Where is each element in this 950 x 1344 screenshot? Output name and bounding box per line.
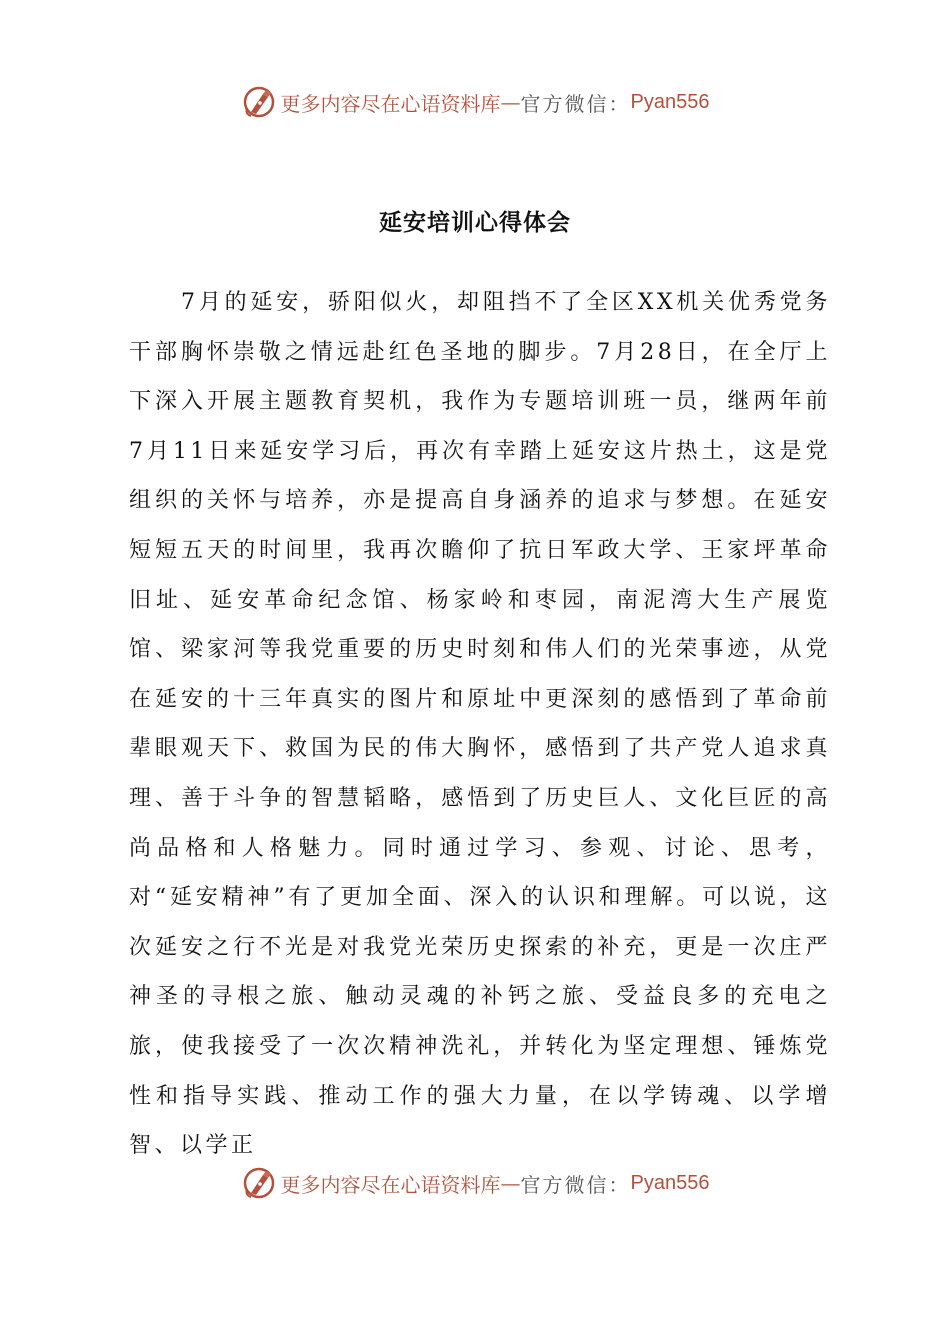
banner-wechat-label: 官方微信： [520, 1172, 631, 1197]
document-title: 延安培训心得体会 [379, 210, 571, 236]
banner-library-text: 更多内容尽在心语资料库 [280, 1172, 501, 1197]
banner-separator: — [500, 90, 521, 114]
footer-watermark-banner [0, 1161, 950, 1205]
banner-wechat-id: Pyan556 [630, 90, 710, 113]
pen-nib-logo-icon [241, 1165, 277, 1201]
body-paragraph: 7月的延安，骄阳似火，却阻挡不了全区XX机关优秀党务干部胸怀崇敬之情远赴红色圣地的脚步。7月28日，在全厅上下深入开展主题教育契机，我作为专题培训班一员，继两年前7月11日来延安学习后，再次有幸踏上延安这片热土，这是党组织的关怀与培养，亦是提高自身涵养的追求与梦想。在延安短短五天的时间里，我再次瞻仰了抗日军政大学、王家坪革命旧址、延安革命纪念馆、杨家岭和枣园，南泥湾大生产展览馆、梁家河等我党重要的历史时刻和伟人们的光荣事迹，从党在延安的十三年真实的图片和原址中更深刻的感悟到了革命前辈眼观天下、救国为民的伟大胸怀，感悟到了共产党人追求真理、善于斗争的智慧韬略，感悟到了历史巨人、文化巨匠的高尚品格和人格魅力。同时通过学习、参观、讨论、思考，对“延安精神”有了更加全面、深入的认识和理解。可以说，这次延安之行不光是对我党光荣历史探索的补充，更是一次庄严神圣的寻根之旅、触动灵魂的补钙之旅、受益良多的充电之旅，使我接受了一次次精神洗礼，并转化为坚定理想、锤炼党性和指导实践、推动工作的强大力量，在以学铸魂、以学增智、以学正 [129, 290, 831, 1159]
banner-wechat-id: Pyan556 [630, 1171, 710, 1194]
banner-wechat-label: 官方微信： [520, 91, 631, 116]
header-watermark-banner [0, 80, 950, 124]
pen-nib-logo-icon [241, 84, 277, 120]
banner-library-text: 更多内容尽在心语资料库 [280, 91, 501, 116]
banner-separator: — [500, 1171, 521, 1195]
